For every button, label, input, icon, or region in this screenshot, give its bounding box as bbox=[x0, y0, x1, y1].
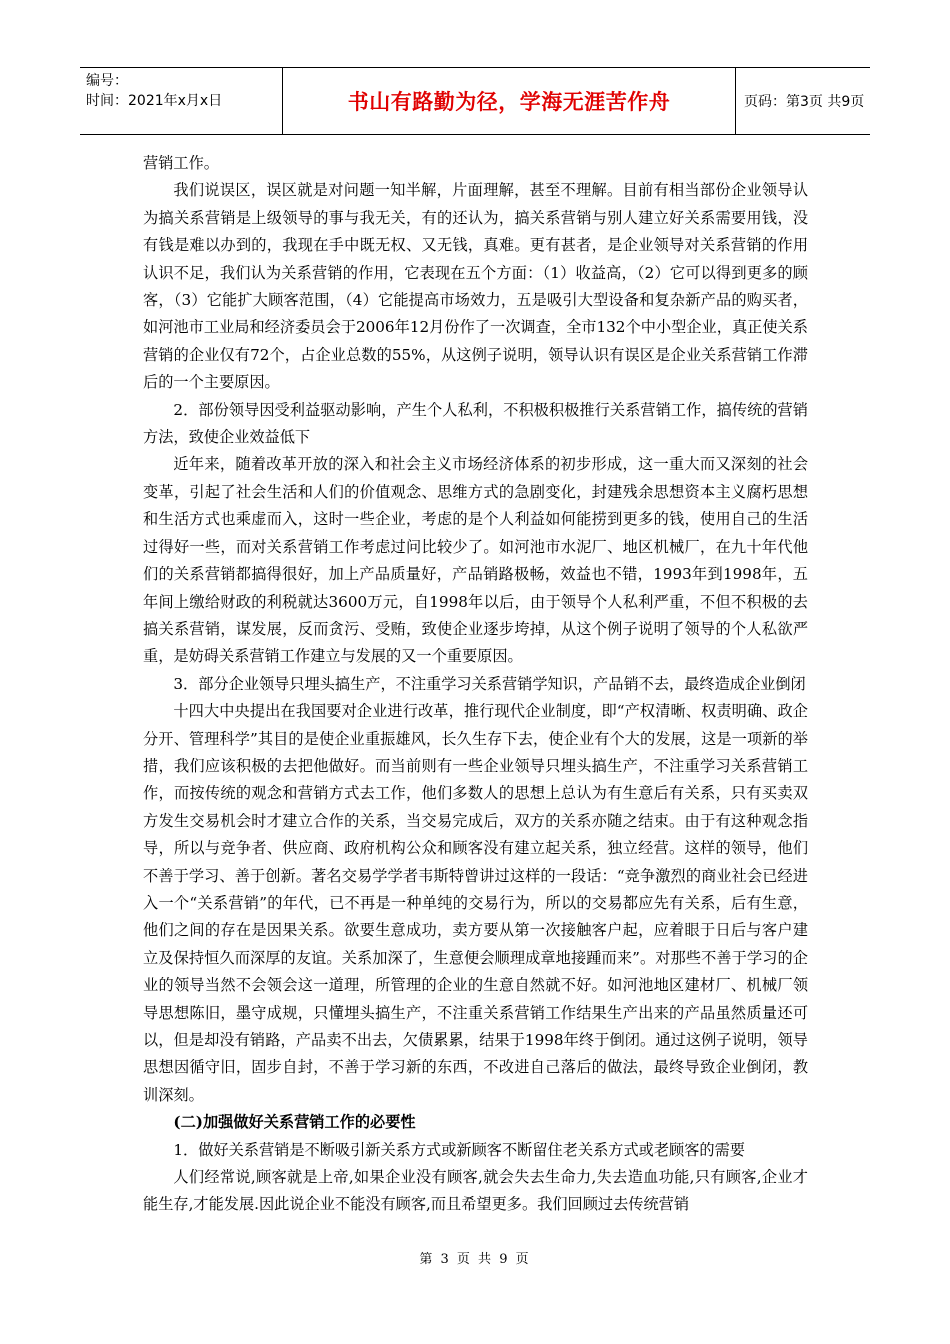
page-header bbox=[80, 67, 870, 135]
header-motto: 书山有路勤为径，学海无涯苦作舟 bbox=[347, 90, 671, 114]
header-meta bbox=[80, 68, 283, 134]
body-paragraph: 我们说误区，误区就是对问题一知半解，片面理解，甚至不理解。目前有相当部份企业领导认为搞关系营销是上级领导的事与我无关，有的还认为，搞关系营销与别人建立好关系需要用钱，没有钱是难以办到的，我现在手中既无权、又无钱，真难。更有甚者，是企业领导对关系营销的作用认识不足，我们认为关系营销的作用，它表现在五个方面：（1）收益高，（2）它可以得到更多的顾客，（3）它能扩大顾客范围，（4）它能提高市场效力，五是吸引大型设备和复杂新产品的购买者，如河池市工业局和经济委员会于2006年12月份作了一次调查，全市132个中小型企业，真正使关系营销的企业仅有72个，占企业总数的55%，从这例子说明，领导认识有误区是企业关系营销工作滞后的一个主要原因。 bbox=[143, 181, 808, 392]
header-page-info-cell bbox=[736, 68, 870, 134]
header-page-info: 页码：第3页 共9页 bbox=[744, 94, 865, 110]
page-footer: 第 3 页 共 9 页 bbox=[419, 1252, 531, 1267]
body-paragraph: 十四大中央提出在我国要对企业进行改革，推行现代企业制度，即“产权清晰、权责明确、政企分开、管理科学”其目的是使企业重振雄风，长久生存下去，使企业有个大的发展，这是一项新的举措，我们应该积极的去把他做好。而当前则有一些企业领导只埋头搞生产，不注重学习关系营销工作，而按传统的观念和营销方式去工作，他们多数人的思想上总认为有生意后有关系，只有买卖双方发生交易机会时才建立合作的关系，当交易完成后，双方的关系亦随之结束。由于有这种观念指导，所以与竞争者、供应商、政府机构公众和顾客没有建立起关系，独立经营。这样的领导，他们不善于学习、善于创新。著名交易学学者韦斯特曾讲过这样的一段话：“竞争激烈的商业社会已经进入一个“关系营销”的年代，已不再是一种单纯的交易行为，所以的交易都应先有关系，后有生意，他们之间的存在是因果关系。欲要生意成功，卖方要从第一次接触客户起，应着眼于日后与客户建立及保持恒久而深厚的友谊。关系加深了，生意便会顺理成章地接踵而来”。对那些不善于学习的企业的领导当然不会领会这一道理，所管理的企业的生意自然就不好。如河池地区建材厂、机械厂领导思想陈旧，墨守成规，只懂埋头搞生产，不注重关系营销工作结果生产出来的产品虽然质量还可以，但是却没有销路，产品卖不出去，欠债累累，结果于1998年终于倒闭。通过这例子说明，领导思想因循守旧，固步自封，不善于学习新的东西，不改进自己落后的做法，最终导致企业倒闭，教训深刻。 bbox=[143, 702, 808, 1104]
body-paragraph: 2．部份领导因受利益驱动影响，产生个人私利，不积极积极推行关系营销工作，搞传统的营销方法，致使企业效益低下 bbox=[143, 400, 808, 447]
body-paragraph: 近年来，随着改革开放的深入和社会主义市场经济体系的初步形成，这一重大而又深刻的社会变革，引起了社会生活和人们的价值观念、思维方式的急剧变化，封建残余思想资本主义腐朽思想和生活方式也乘虚而入，这时一些企业，考虑的是个人利益如何能捞到更多的钱，使用自己的生活过得好一些，而对关系营销工作考虑过问比较少了。如河池市水泥厂、地区机械厂，在九十年代他们的关系营销都搞得很好，加上产品质量好，产品销路极畅，效益也不错，1993年到1998年，五年间上缴给财政的利税就达3600万元，自1998年以后，由于领导个人私利严重，不但不积极的去搞关系营销，谋发展，反而贪污、受贿，致使企业逐步垮掉，从这个例子说明了领导的个人私欲严重，是妨碍关系营销工作建立与发展的又一个重要原因。 bbox=[143, 455, 808, 666]
body-paragraph: 3．部分企业领导只埋头搞生产，不注重学习关系营销学知识，产品销不去，最终造成企业倒闭 bbox=[173, 674, 806, 693]
body-paragraph: 人们经常说,顾客就是上帝,如果企业没有顾客,就会失去生命力,失去造血功能,只有顾客,企业才能生存,才能发展.因此说企业不能没有顾客,而且希望更多。我们回顾过去传统营销 bbox=[143, 1168, 808, 1214]
section-heading: (二)加强做好关系营销工作的必要性 bbox=[173, 1113, 416, 1132]
document-body bbox=[143, 150, 808, 1219]
header-motto-cell bbox=[283, 68, 736, 134]
body-paragraph: 营销工作。 bbox=[143, 154, 219, 172]
body-paragraph: 1．做好关系营销是不断吸引新关系方式或新顾客不断留住老关系方式或老顾客的需要 bbox=[173, 1140, 745, 1159]
document-time-label: 时间：2021年x月x日 bbox=[86, 93, 223, 109]
document-number-label: 编号： bbox=[86, 73, 128, 89]
